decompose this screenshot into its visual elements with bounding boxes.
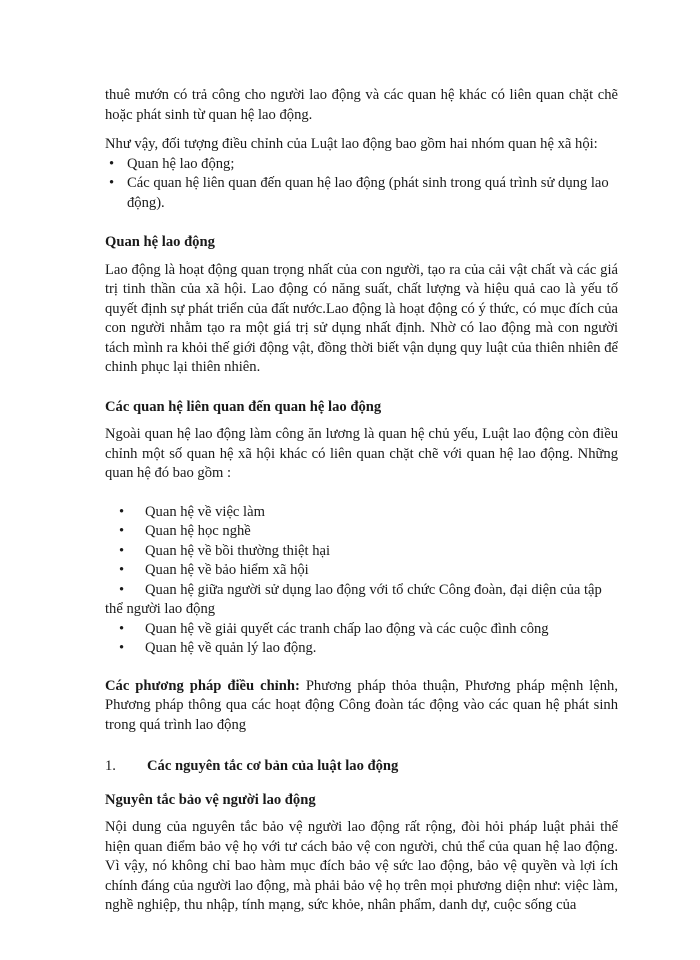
bullet-icon: • (119, 542, 125, 559)
list-item-text: Quan hệ về việc làm (145, 503, 265, 520)
list-item (105, 561, 618, 581)
heading-number: 1. (105, 758, 116, 774)
paragraph-labor: Lao động là hoạt động quan trọng nhất của con người, tạo ra của cải vật chất và các giá trị tinh thần của xã hội. Lao động có năng suất, chất lượng và hiệu quả cao là yếu tố quyết định sự phát triển của đất nước.Lao động là hoạt động có ý thức, có mục đích của con người nhằm tạo ra một giá trị sử dụng nhất định. Nhờ có lao động mà con người tách mình ra khỏi thế giới động vật, đồng thời biết vận dụng quy luật của thiên nhiên để chinh phục lại thiên nhiên. (105, 261, 618, 375)
paragraph-related: Ngoài quan hệ lao động làm công ăn lương là quan hệ chủ yếu, Luật lao động còn điều chỉnh một số quan hệ xã hội khác có liên quan chặt chẽ với quan hệ lao động. Những quan hệ đó bao gồm : (105, 426, 618, 481)
numbered-heading (105, 757, 618, 777)
paragraph-methods (105, 677, 618, 736)
methods-label: Các phương pháp điều chỉnh: (105, 677, 300, 694)
section-heading-principle: Nguyên tắc bảo vệ người lao động (105, 791, 316, 808)
list-item (105, 155, 618, 175)
bullet-icon: • (109, 155, 115, 172)
list-item (105, 542, 618, 562)
bullet-icon: • (119, 620, 125, 637)
methods-text: Phương pháp thỏa thuận, Phương pháp mệnh lệnh, Phương pháp thông qua các hoạt động Công đoàn tác động vào các quan hệ phát sinh trong quá trình lao động (105, 677, 619, 733)
paragraph-continuation: thuê mướn có trả công cho người lao động và các quan hệ khác có liên quan chặt chẽ hoặc phát sinh từ quan hệ lao động. (105, 87, 618, 123)
section-heading-related: Các quan hệ liên quan đến quan hệ lao động (105, 398, 382, 415)
list-item (105, 174, 618, 213)
bullet-icon: • (109, 175, 115, 191)
list-item (105, 620, 618, 640)
list-item-text: Quan hệ học nghề (145, 523, 251, 539)
list-item (105, 522, 618, 542)
bullet-icon: • (119, 562, 125, 578)
list-item-text: Các quan hệ liên quan đến quan hệ lao động (phát sinh trong quá trình sử dụng lao động). (127, 175, 609, 211)
list-item-text: Quan hệ giữa người sử dụng lao động với tổ chức Công đoàn, đại diện của tập thể người lao động (105, 581, 602, 617)
list-item-text: Quan hệ về giải quyết các tranh chấp lao động và các cuộc đình công (145, 620, 549, 637)
bullet-icon: • (119, 523, 125, 539)
list-item-text: Quan hệ lao động; (127, 155, 235, 172)
section-heading-labor: Quan hệ lao động (105, 234, 215, 250)
bullet-icon: • (119, 503, 125, 520)
list-item-text: Quan hệ về bồi thường thiệt hại (145, 542, 331, 559)
paragraph-intro: Như vậy, đối tượng điều chỉnh của Luật lao động bao gồm hai nhóm quan hệ xã hội: (105, 136, 598, 152)
group-list (105, 155, 618, 214)
paragraph-principle: Nội dung của nguyên tắc bảo vệ người lao động rất rộng, đòi hỏi pháp luật phải thể hiện quan điểm bảo vệ họ với tư cách bảo vệ con người, chủ thể của quan hệ lao động. Vì vậy, nó không chỉ bao hàm mục đích bảo vệ sức lao động, bảo vệ quyền và lợi ích chính đáng của người lao động, mà phải bảo vệ họ trên mọi phương diện như: việc làm, nghề nghiệp, thu nhập, tính mạng, sức khỏe, nhân phẩm, danh dự, cuộc sống của (105, 819, 618, 913)
list-item (105, 581, 618, 620)
bullet-icon: • (119, 581, 125, 598)
related-relations-list (105, 503, 618, 659)
bullet-icon: • (119, 640, 125, 656)
list-item-text: Quan hệ về quản lý lao động. (145, 640, 317, 656)
document-page (105, 86, 618, 916)
heading-title: Các nguyên tắc cơ bản của luật lao động (147, 758, 399, 774)
list-item (105, 503, 618, 523)
list-item (105, 639, 618, 659)
list-item-text: Quan hệ về bảo hiểm xã hội (145, 562, 309, 578)
